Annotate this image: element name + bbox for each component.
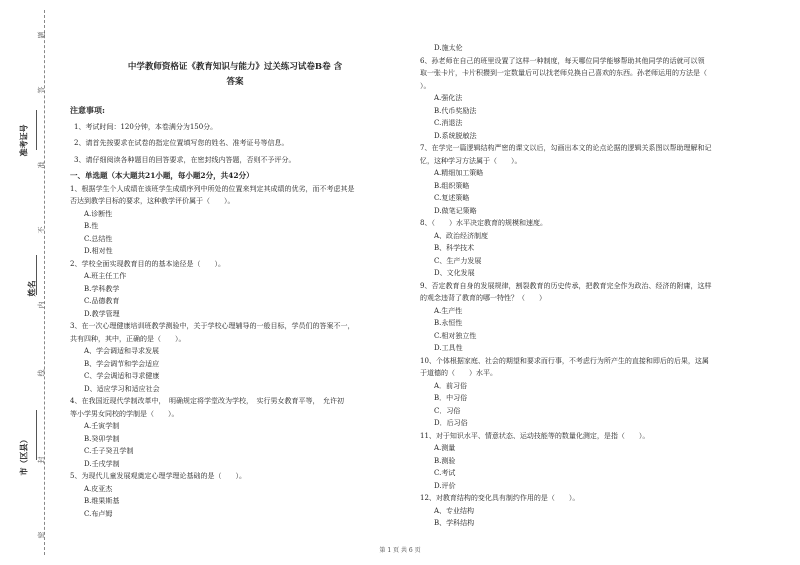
question-block — [420, 217, 780, 280]
question-stem: 10、个体根据家庭、社会的期望和要求而行事，不考虑行为所产生的直接和即后的后果，这属 — [420, 356, 709, 365]
question-option: B.测验 — [434, 456, 456, 465]
question-option: B、学科结构 — [434, 519, 475, 527]
question-option: D、文化发展 — [434, 269, 475, 277]
question-stem: 4、在我国近现代学制改革中， 明确规定将学堂改为学校， 实行男女教育平等， 允许初 — [70, 397, 344, 405]
seal-mark: 准 — [37, 161, 46, 169]
name-underline — [36, 255, 37, 295]
question-option: C、学会调适和寻求健康 — [84, 372, 160, 380]
title-line: 中学教师资格证《教育知识与能力》过关练习试卷B卷 含 — [127, 62, 343, 72]
question-stem: 的观念违背了教育的哪一特性？（ ） — [420, 294, 546, 302]
question-option: A．前习俗 — [434, 381, 468, 390]
exam-number-underline — [36, 110, 37, 150]
question-stem: 9、否定教育自身的发展规律，割裂教育的历史传承，把教育完全作为政治、经济的附庸，这样 — [420, 281, 712, 290]
question-stem: 等小学男女同校的学制是（ ）。 — [70, 409, 179, 418]
question-option: A.班主任工作 — [84, 272, 127, 280]
left-column — [70, 60, 400, 520]
question-block — [420, 55, 780, 143]
binding-strip — [0, 0, 60, 565]
question-stem: 2、学校全面实现教育目的的基本途径是（ ）。 — [70, 259, 225, 268]
question-option: A.皮亚杰 — [84, 484, 113, 493]
question-option: A.精细加工策略 — [434, 169, 484, 177]
question-option: C.考试 — [434, 469, 456, 477]
question-option: D.教学管理 — [84, 309, 120, 318]
question-stem: ）。 — [420, 81, 431, 90]
right-column — [420, 42, 780, 530]
question-block — [70, 470, 400, 520]
question-stem: 11、对于知识水平、情意状态、运动技能等的数量化测定，是指（ ）。 — [420, 431, 650, 440]
question-option: A.强化法 — [434, 94, 463, 102]
question-option: A、学会调适和寻求发展 — [84, 347, 160, 355]
question-option: A、专业结构 — [434, 506, 475, 515]
question-option: C、生产力发展 — [434, 256, 482, 265]
question-block — [70, 395, 400, 470]
question-block — [420, 492, 780, 530]
seal-mark: 封 — [37, 456, 46, 464]
title-line: 答案 — [226, 77, 244, 87]
right-question-list — [420, 55, 780, 530]
question-option: D.壬戌学制 — [84, 459, 120, 468]
question-block — [420, 430, 780, 493]
question-option: A.生产性 — [434, 306, 463, 315]
question-block — [420, 142, 780, 217]
question-option: C．习俗 — [434, 406, 461, 415]
question-stem: 共有四种，其中，正确的是（ ）。 — [70, 334, 186, 343]
question-stem: 5、为现代儿童发展观奠定心理学理论基础的是（ ）。 — [70, 472, 246, 480]
question-option: B、科学技术 — [434, 244, 475, 252]
seal-mark: 内 — [37, 301, 46, 309]
question-stem: 忆，这种学习方法属于（ ）。 — [420, 156, 522, 165]
question-option: B．中习俗 — [434, 394, 468, 402]
question-option: C.壬子癸丑学制 — [84, 447, 134, 455]
question-option: D.系统脱敏法 — [434, 131, 477, 140]
left-question-list — [70, 183, 400, 521]
question-option: B.学科教学 — [84, 284, 120, 293]
question-option: C.相对独立性 — [434, 331, 477, 340]
question-option: C.品德教育 — [84, 297, 120, 305]
question-block — [420, 280, 780, 355]
question-block — [70, 258, 400, 321]
question-option: D.工具性 — [434, 344, 463, 352]
question-option: B.维果斯基 — [84, 497, 120, 505]
page-title — [70, 60, 400, 90]
question-block — [420, 355, 780, 430]
question-stem: 取一张卡片，卡片积攒到一定数量后可以找老师兑换自己喜欢的东西。孙老师运用的方法是（ — [420, 69, 707, 77]
seal-mark: 不 — [37, 226, 46, 234]
name-label: 姓名 — [26, 280, 37, 297]
question-option: D．后习俗 — [434, 419, 468, 427]
question-option: C.总结性 — [84, 234, 113, 243]
question-option: B.代币奖励法 — [434, 106, 477, 115]
question-stem: 7、在学完一篇逻辑结构严密的课文以后，勾画出本文的论点论据的逻辑关系图以帮助理解和记 — [420, 144, 712, 152]
question-stem: 6、孙老师在自己的班里设置了这样一种制度，每天哪位同学能够帮助其他同学的话就可以领 — [420, 56, 705, 65]
question-stem: 12、对教育结构的变化具有制约作用的是（ ）。 — [420, 494, 580, 502]
question-option: B、学会调节和学会适应 — [84, 359, 160, 368]
seal-mark: 答 — [37, 86, 46, 94]
question-option: D.评价 — [434, 481, 456, 490]
question-option: C.消退法 — [434, 119, 463, 127]
question-block — [70, 320, 400, 395]
question-option: D.施太伦 — [434, 44, 463, 52]
question-option: D.做笔记策略 — [434, 206, 477, 215]
question-stem: 3、在一次心理健康培训班教学测验中，关于学校心理辅导的一般目标，学员们的答案不一， — [70, 322, 355, 330]
seal-mark: 密 — [37, 531, 46, 539]
question-option: D、适应学习和适应社会 — [84, 384, 160, 393]
seal-mark: 线 — [37, 369, 46, 377]
page-footer: 第 1 页 共 6 页 — [379, 547, 421, 554]
question-stem: 于道德的（ ）水平。 — [420, 369, 497, 377]
question-stem: 否达到教学目标的要求，这种教学评价属于（ ）。 — [70, 197, 235, 205]
notice-item: 3、请仔细阅读各种题目的回答要求，在密封线内答题，否则不予评分。 — [74, 155, 296, 164]
notice-item: 2、请首先按要求在试卷的指定位置填写您的姓名、准考证号等信息。 — [74, 139, 289, 147]
question-option: B.组织策略 — [434, 181, 470, 190]
exam-number-label: 准考证号 — [18, 124, 29, 157]
question-option: A.诊断性 — [84, 209, 113, 218]
question-stem: 8、（ ）水平决定教育的规模和速度。 — [420, 219, 547, 227]
question-block — [70, 183, 400, 258]
notice-heading: 注意事项: — [70, 105, 105, 115]
question-stem: 1、根据学生个人成绩在该班学生成绩序列中所处的位置来判定其成绩的优劣，而不考虑其是 — [70, 184, 355, 193]
question-option: B.癸卯学制 — [84, 434, 120, 443]
seal-mark: 题 — [37, 31, 46, 39]
section-heading: 一、单选题（本大题共21小题，每小题2分，共42分） — [70, 171, 254, 180]
question-option: C.复述策略 — [434, 194, 470, 202]
question-option: B.永恒性 — [434, 319, 463, 327]
question-option: A.壬寅学制 — [84, 422, 120, 430]
notice-item: 1、考试时间：120分钟，本卷满分为150分。 — [74, 122, 218, 131]
question-option: B.性 — [84, 222, 99, 230]
district-label: 市（区县） — [18, 435, 29, 476]
question-option: C.布卢姆 — [84, 509, 113, 518]
district-underline — [36, 410, 37, 460]
question-option: A.测量 — [434, 444, 456, 452]
question-option: D.相对性 — [84, 247, 113, 255]
question-option: A、政治经济制度 — [434, 231, 489, 240]
